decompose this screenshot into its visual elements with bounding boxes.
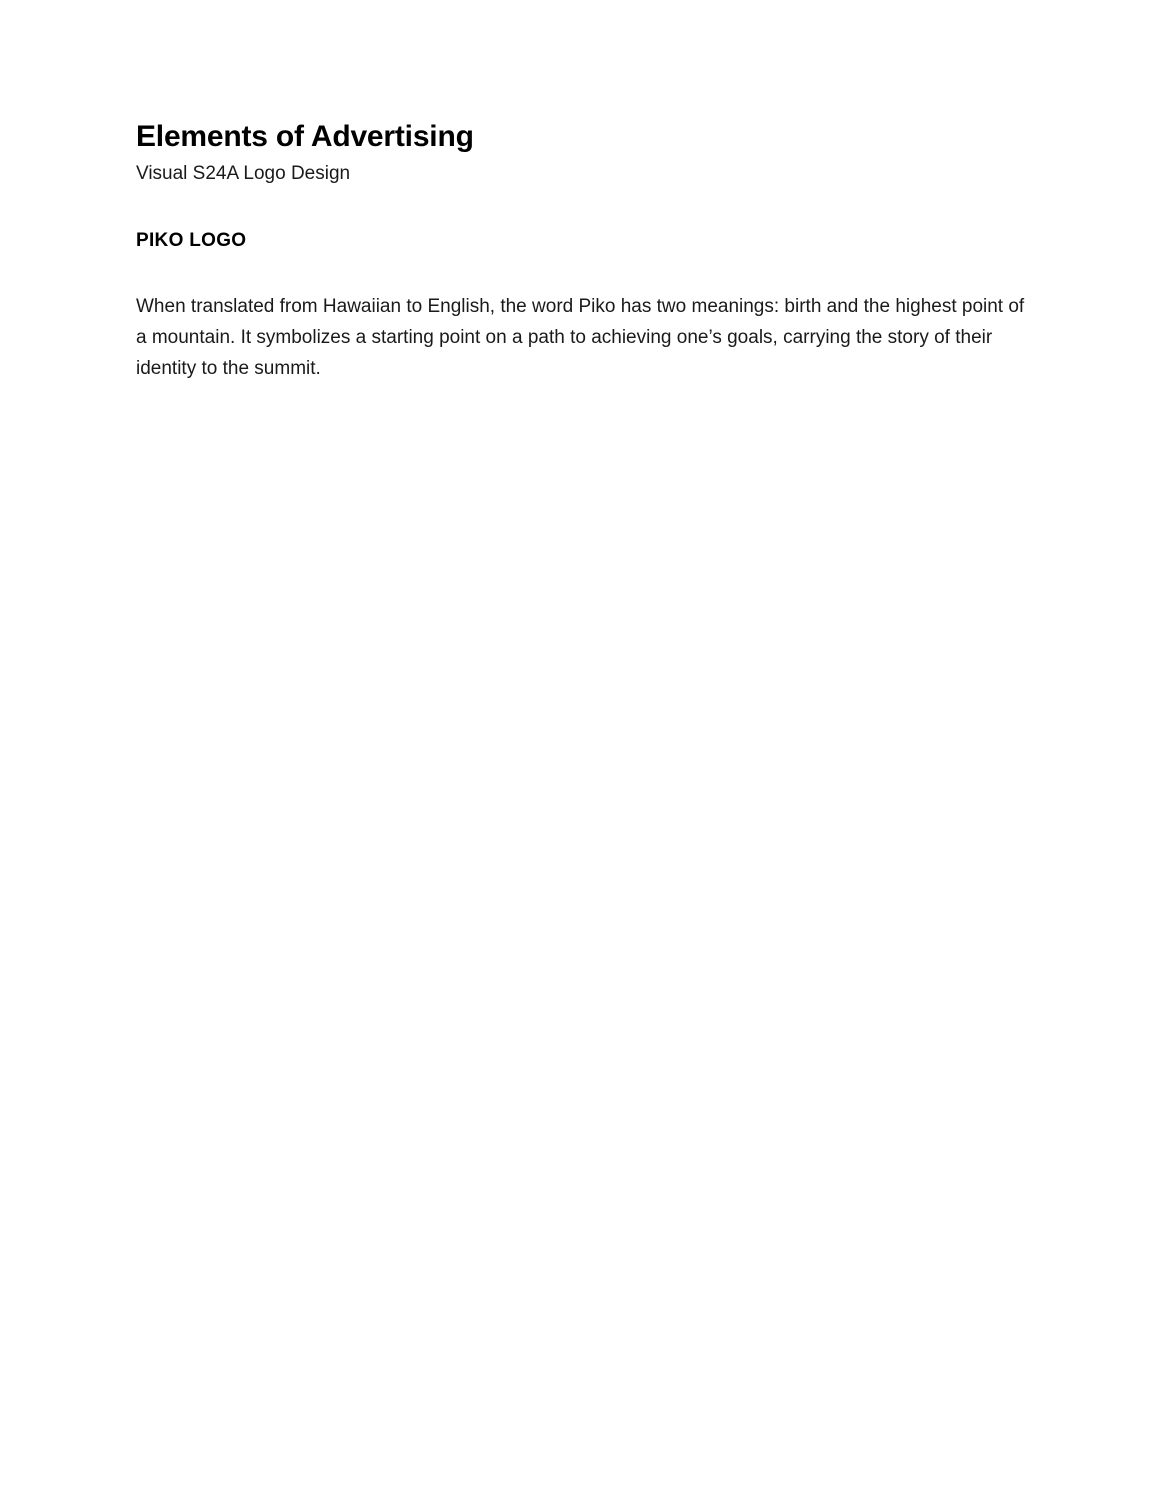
section-heading-piko-logo: PIKO LOGO xyxy=(136,230,247,252)
body-paragraph: When translated from Hawaiian to English, the word Piko has two meanings: birth and the highest point of a mountain. It symbolizes a starting point on a path to achieving one’s goals, carrying the story of their identity to the summit. xyxy=(136,296,1025,379)
document-subtitle: Visual S24A Logo Design xyxy=(136,162,351,184)
page-title: Elements of Advertising xyxy=(136,120,474,153)
document-content xyxy=(136,118,1026,384)
